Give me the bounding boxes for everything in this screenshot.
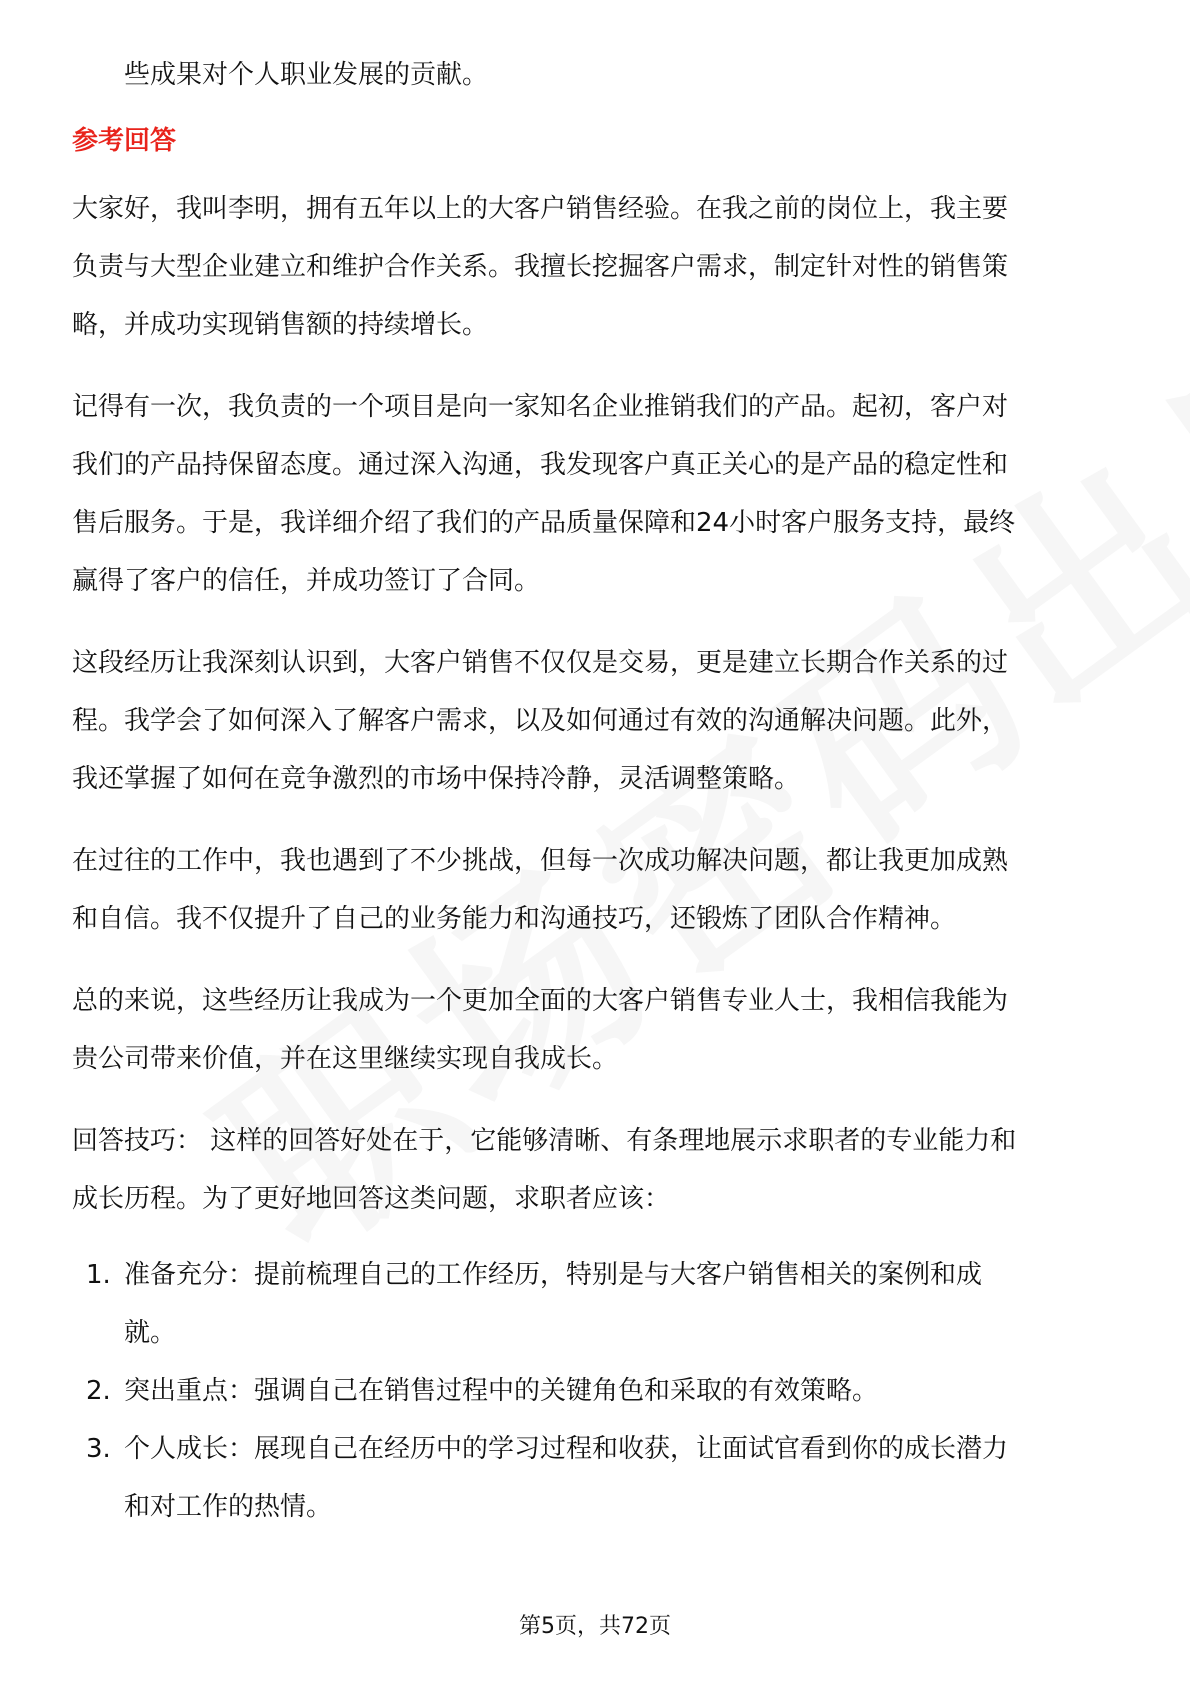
paragraph-5 bbox=[72, 972, 1124, 1088]
list-item-line: 突出重点：强调自己在销售过程中的关键角色和采取的有效策略。 bbox=[124, 1376, 879, 1406]
paragraph-line: 在过往的工作中，我也遇到了不少挑战，但每一次成功解决问题，都让我更加成熟 bbox=[72, 846, 1009, 876]
page-number-footer: 第5页，共72页 bbox=[519, 1614, 671, 1639]
list-item-line: 和对工作的热情。 bbox=[124, 1492, 333, 1522]
paragraph-line: 略，并成功实现销售额的持续增长。 bbox=[72, 310, 489, 340]
paragraph-line: 贵公司带来价值，并在这里继续实现自我成长。 bbox=[72, 1044, 619, 1074]
paragraph-line: 赢得了客户的信任，并成功签订了合同。 bbox=[72, 566, 541, 596]
list-number: 2. bbox=[86, 1376, 111, 1406]
paragraph-2 bbox=[72, 378, 1124, 610]
paragraph-line: 我们的产品持保留态度。通过深入沟通，我发现客户真正关心的是产品的稳定性和 bbox=[72, 450, 1009, 480]
paragraph-line: 回答技巧： 这样的回答好处在于，它能够清晰、有条理地展示求职者的专业能力和 bbox=[72, 1126, 1017, 1156]
paragraph-line: 我还掌握了如何在竞争激烈的市场中保持冷静，灵活调整策略。 bbox=[72, 764, 801, 794]
section-heading: 参考回答 bbox=[72, 126, 177, 156]
list-item bbox=[72, 1362, 1124, 1420]
intro-continuation: 些成果对个人职业发展的贡献。 bbox=[124, 60, 489, 90]
list-number: 1. bbox=[86, 1260, 111, 1290]
paragraph-line: 和自信。我不仅提升了自己的业务能力和沟通技巧，还锻炼了团队合作精神。 bbox=[72, 904, 957, 934]
paragraph-1 bbox=[72, 180, 1124, 354]
list-item-line: 个人成长：展现自己在经历中的学习过程和收获，让面试官看到你的成长潜力 bbox=[124, 1434, 1009, 1464]
paragraph-3 bbox=[72, 634, 1124, 808]
list-item-line: 准备充分：提前梳理自己的工作经历，特别是与大客户销售相关的案例和成 bbox=[124, 1260, 983, 1290]
list-number: 3. bbox=[86, 1434, 111, 1464]
paragraph-line: 大家好，我叫李明，拥有五年以上的大客户销售经验。在我之前的岗位上，我主要 bbox=[72, 194, 1009, 224]
paragraph-line: 售后服务。于是，我详细介绍了我们的产品质量保障和24小时客户服务支持，最终 bbox=[72, 508, 1016, 538]
paragraph-4 bbox=[72, 832, 1124, 948]
paragraph-line: 记得有一次，我负责的一个项目是向一家知名企业推销我们的产品。起初，客户对 bbox=[72, 392, 1009, 422]
paragraph-line: 负责与大型企业建立和维护合作关系。我擅长挖掘客户需求，制定针对性的销售策 bbox=[72, 252, 1009, 282]
tips-list bbox=[72, 1246, 1124, 1536]
paragraph-line: 这段经历让我深刻认识到，大客户销售不仅仅是交易，更是建立长期合作关系的过 bbox=[72, 648, 1009, 678]
paragraph-line: 总的来说，这些经历让我成为一个更加全面的大客户销售专业人士，我相信我能为 bbox=[72, 986, 1009, 1016]
list-item bbox=[72, 1246, 1124, 1362]
list-item bbox=[72, 1420, 1124, 1536]
page-content bbox=[72, 46, 1124, 1536]
paragraph-line: 程。我学会了如何深入了解客户需求，以及如何通过有效的沟通解决问题。此外， bbox=[72, 706, 1009, 736]
answer-tips-paragraph bbox=[72, 1112, 1124, 1228]
list-item-line: 就。 bbox=[124, 1318, 177, 1348]
paragraph-line: 成长历程。为了更好地回答这类问题，求职者应该： bbox=[72, 1184, 671, 1214]
